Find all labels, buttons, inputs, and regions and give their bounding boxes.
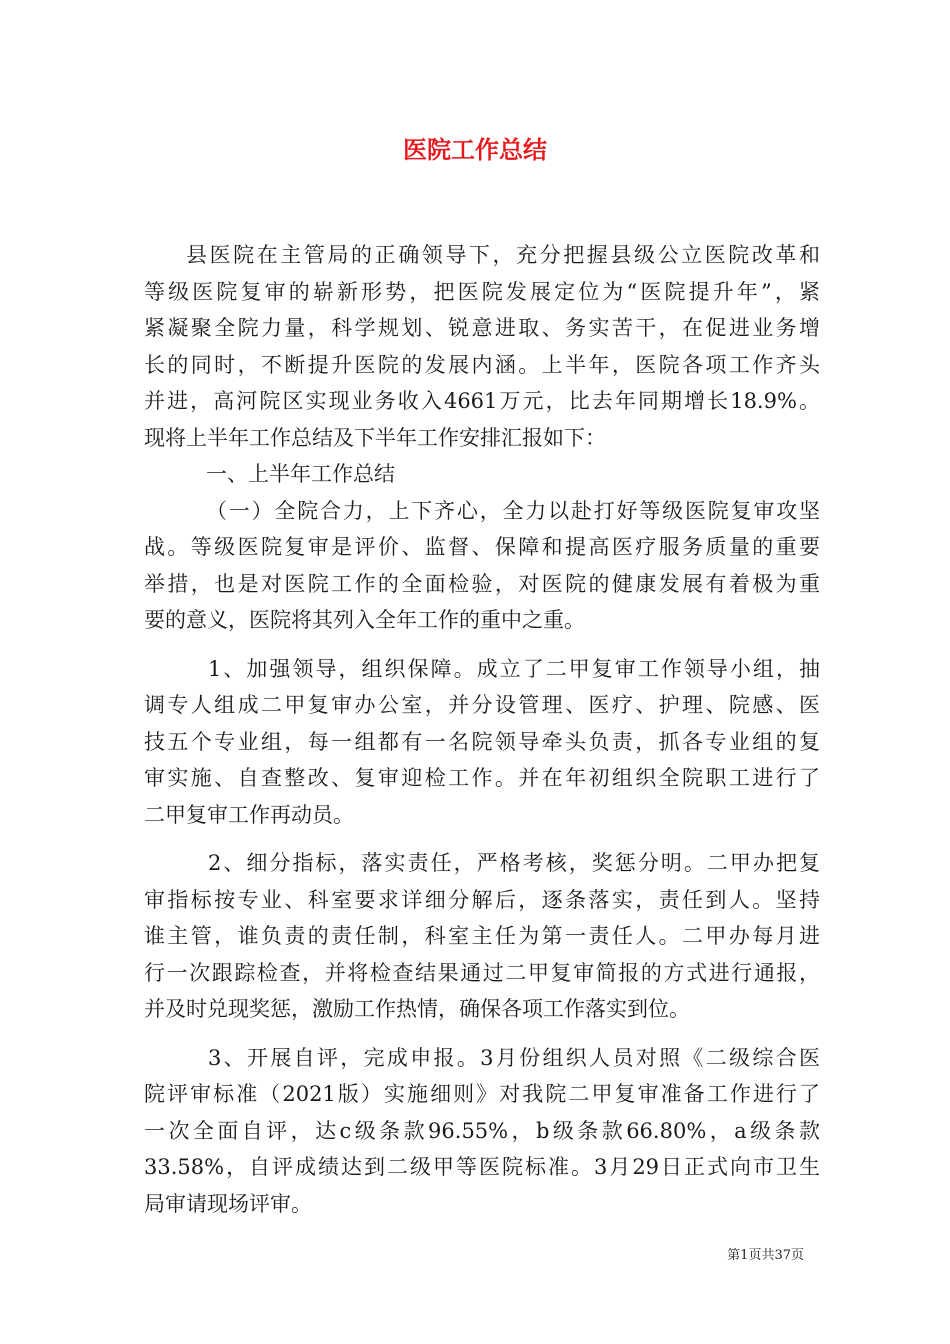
text-line: 并及时兑现奖惩，激励工作热情，确保各项工作落实到位。 <box>144 997 690 1021</box>
text-line: 并进，高河院区实现业务收入4661万元，比去年同期增长18.9%。 <box>144 389 820 413</box>
document-title: 医院工作总结 <box>403 135 547 164</box>
text-line: 长的同时，不断提升医院的发展内涵。上半年，医院各项工作齐头 <box>144 352 820 377</box>
text-line: 1、加强领导，组织保障。成立了二甲复审工作领导小组，抽 <box>208 656 820 681</box>
text-line: 现将上半年工作总结及下半年工作安排汇报如下： <box>144 425 606 450</box>
text-line: 2、细分指标，落实责任，严格考核，奖惩分明。二甲办把复 <box>208 851 820 875</box>
text-line: 院评审标准（2021版）实施细则》对我院二甲复审准备工作进行了 <box>144 1082 820 1106</box>
page-number: 第1页共37页 <box>727 1248 804 1263</box>
document-body <box>144 237 820 1222</box>
text-line: 一次全面自评，达c级条款96.55%，b级条款66.80%，a级条款 <box>144 1118 820 1143</box>
text-line: 要的意义，医院将其列入全年工作的重中之重。 <box>144 608 585 632</box>
text-line: 审实施、自查整改、复审迎检工作。并在年初组织全院职工进行了 <box>144 766 820 790</box>
text-line: 调专人组成二甲复审办公室，并分设管理、医疗、护理、院感、医 <box>144 693 820 717</box>
text-line: 二甲复审工作再动员。 <box>144 802 354 827</box>
text-line: 审指标按专业、科室要求详细分解后，逐条落实，责任到人。坚持 <box>144 887 820 912</box>
subsection-heading: （一）全院合力，上下齐心，全力以赴打好等级医院复审攻坚 <box>206 498 820 523</box>
text-line: 3、开展自评，完成申报。3月份组织人员对照《二级综合医 <box>208 1045 820 1070</box>
text-line: 行一次跟踪检查，并将检查结果通过二甲复审简报的方式进行通报， <box>144 960 820 985</box>
text-line: 紧凝聚全院力量，科学规划、锐意进取、务实苦干，在促进业务增 <box>144 316 820 340</box>
text-line: 等级医院复审的崭新形势，把医院发展定位为“医院提升年”，紧 <box>144 279 820 304</box>
text-line: 谁主管，谁负责的责任制，科室主任为第一责任人。二甲办每月进 <box>144 924 820 948</box>
text-line: 县医院在主管局的正确领导下，充分把握县级公立医院改革和 <box>186 243 820 267</box>
text-line: 举措，也是对医院工作的全面检验，对医院的健康发展有着极为重 <box>144 571 820 596</box>
section-heading: 一、上半年工作总结 <box>206 462 395 486</box>
text-line: 战。等级医院复审是评价、监督、保障和提高医疗服务质量的重要 <box>144 535 820 559</box>
text-line: 技五个专业组，每一组都有一名院领导牵头负责，抓各专业组的复 <box>144 729 820 754</box>
text-line: 33.58%，自评成绩达到二级甲等医院标准。3月29日正式向市卫生 <box>144 1155 820 1179</box>
text-line: 局审请现场评审。 <box>144 1191 312 1216</box>
